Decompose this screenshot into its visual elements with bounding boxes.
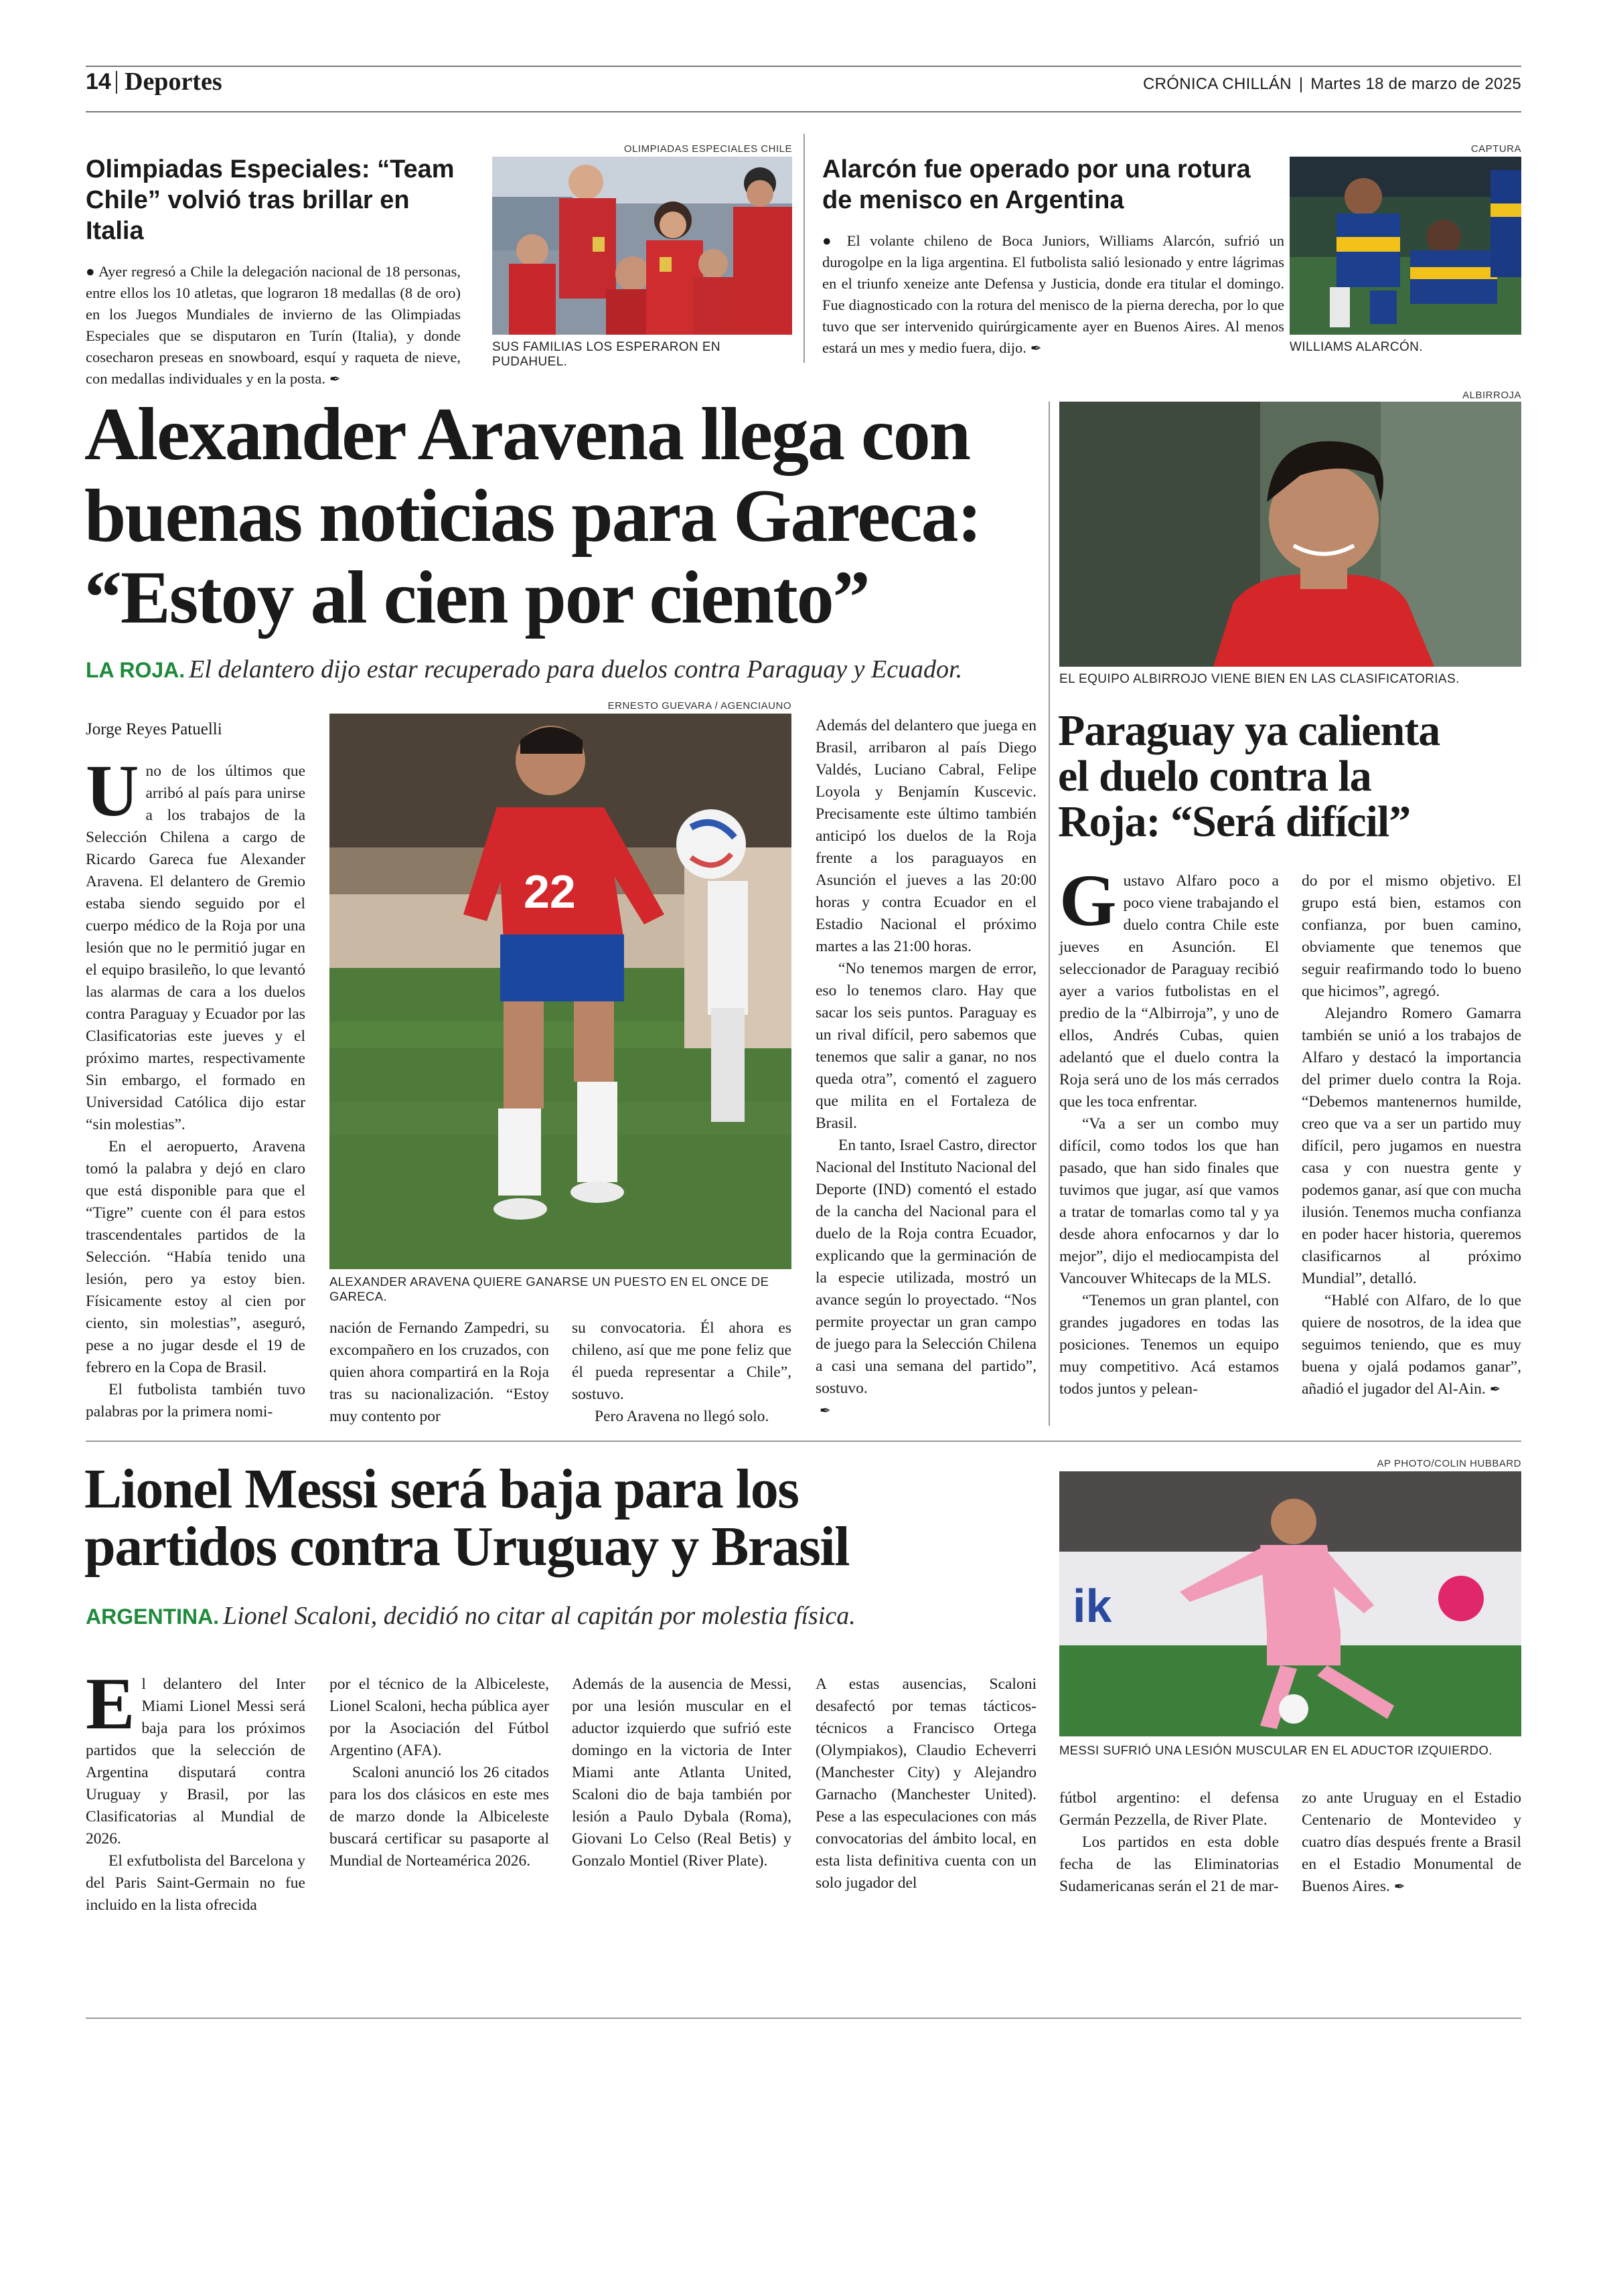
messi-kicker-tag: ARGENTINA. bbox=[86, 1605, 220, 1629]
end-of-article-icon: ✒ bbox=[1393, 1878, 1405, 1894]
brief-right bbox=[822, 154, 1284, 359]
messi-column-6 bbox=[1302, 1787, 1521, 1898]
aravena-caption: ALEXANDER ARAVENA QUIERE GANARSE UN PUESTO EN EL ONCE DE GARECA. bbox=[329, 1275, 769, 1303]
williams-alarcon-photo bbox=[1290, 157, 1521, 335]
aravena-paraguay-rule bbox=[1049, 402, 1050, 1426]
publication-name: CRÓNICA CHILLÁN bbox=[1142, 75, 1292, 93]
aravena-photo-credit: ERNESTO GUEVARA / AGENCIAUNO bbox=[607, 700, 791, 712]
paraguay-closing-text: “Hablé con Alfaro, de lo que quiere de nosotros, de la idea que seguimos teniendo, que es muy buena y ojalá podamos ganar”, añadió el jugador del Al-Ain. bbox=[1302, 1292, 1521, 1398]
messi-paragraph: fútbol argentino: el defensa Germán Pezzella, de River Plate. bbox=[1059, 1789, 1279, 1829]
aravena-headline-line-1: Alexander Aravena llega con bbox=[84, 393, 970, 476]
aravena-paragraph: En tanto, Israel Castro, director Nacional del Instituto Nacional del Deporte (IND) comentó el estado de la cancha del Nacional para el duelo de la Roja contra Ecuador, explicando que la germinación de la especie utilizada, mostró un avance según lo proyectado. “Nos permite proyectar un gran campo de juego para la Selección Chilena a casi una semana del partido”, sostuvo. bbox=[816, 1137, 1037, 1397]
aravena-paragraph: Además del delantero que juega en Brasil, arribaron al país Diego Valdés, Luciano Cabral, Felipe Loyola y Benjamín Kuscevic. Precisamente este último también anticipó los duelos de la Roja frente a los paraguayos en Asunción el jueves a las 20:00 horas y contra Ecuador en el Estadio Nacional el próximo martes a las 21:00 horas. bbox=[816, 717, 1037, 955]
brief-column-rule bbox=[804, 134, 805, 363]
messi-paragraph bbox=[1302, 1787, 1521, 1898]
messi-paragraph: l delantero del Inter Miami Lionel Messi será baja para los próximos partidos que la selección de Argentina disputará contra Uruguay y Brasil, por las Clasificatorias al Mundial de 2026. bbox=[86, 1675, 305, 1848]
paraguay-paragraph bbox=[1302, 1290, 1521, 1400]
paraguay-paragraph: Alejandro Romero Gamarra también se unió a los trabajos de Alfaro y destacó la importancia del primer duelo contra la Roja. “Debemos mantenernos humilde, creo que va a ser un partido muy difícil, pero jugamos en nuestra casa y con nuestra gente y podemos ganar, así que con mucha ilusión. Tenemos mucha confianza en poder hacer historia, queremos clasificarnos al próximo Mundial”, detalló. bbox=[1302, 1005, 1521, 1287]
messi-headline bbox=[84, 1458, 850, 1578]
paraguay-headline bbox=[1058, 708, 1440, 845]
end-of-article-icon: ✒ bbox=[1489, 1381, 1501, 1397]
end-of-article-icon: ✒ bbox=[329, 371, 341, 387]
messi-caption: MESSI SUFRIÓ UNA LESIÓN MUSCULAR EN EL ADUCTOR IZQUIERDO. bbox=[1059, 1743, 1493, 1757]
paraguay-caption: EL EQUIPO ALBIRROJO VIENE BIEN EN LAS CLASIFICATORIAS. bbox=[1059, 672, 1460, 686]
aravena-paragraph: su convocatoria. Él ahora es chileno, así que me pone feliz que él pueda representar a Chile”, sostuvo. bbox=[572, 1319, 791, 1403]
header-bottom-rule bbox=[86, 111, 1521, 112]
header-top-rule bbox=[86, 66, 1521, 67]
brief-right-photo-credit: CAPTURA bbox=[1470, 143, 1521, 155]
messi-dropcap: E bbox=[86, 1663, 135, 1744]
header-divider bbox=[116, 71, 117, 94]
aravena-paragraph: El futbolista también tuvo palabras por la primera nomi- bbox=[86, 1381, 305, 1420]
pubinfo-separator: | bbox=[1298, 75, 1304, 93]
aravena-paragraph: nación de Fernando Zampedri, su excompañero en los cruzados, con quien ahora compartirá en la Roja tras su nacionalización. “Estoy muy contento por bbox=[329, 1319, 549, 1425]
messi-kicker bbox=[86, 1601, 856, 1631]
aravena-column-1 bbox=[86, 750, 305, 1423]
brief-left-caption: SUS FAMILIAS LOS ESPERARON EN PUDAHUEL. bbox=[492, 340, 721, 369]
paraguay-paragraph: “Tenemos un gran plantel, con grandes jugadores en todas las posiciones. Tenemos un equipo muy competitivo. Acá estamos todos juntos y pelean- bbox=[1059, 1292, 1279, 1398]
aravena-dropcap: U bbox=[86, 750, 139, 831]
paraguay-paragraph: “Va a ser un combo muy difícil, como todos los que han pasado, que han sido finales que tuvimos que jugar, así que vamos a tratar de tomarlas como tal y ya desde ahora enfocarnos y dar lo mejor”, dijo el mediocampista del Vancouver Whitecaps de la MLS. bbox=[1059, 1115, 1279, 1287]
brief-right-caption: WILLIAMS ALARCÓN. bbox=[1290, 340, 1423, 354]
brief-left-photo-credit: OLIMPIADAS ESPECIALES CHILE bbox=[623, 143, 792, 155]
section-title: Deportes bbox=[125, 68, 222, 96]
messi-headline-line-1: Lionel Messi será baja para los bbox=[84, 1458, 799, 1520]
end-of-article-icon: ✒ bbox=[1030, 340, 1042, 356]
paraguay-headline-line-1: Paraguay ya calienta bbox=[1058, 706, 1440, 755]
aravena-byline: Jorge Reyes Patuelli bbox=[86, 720, 222, 738]
aravena-paragraph: “No tenemos margen de error, eso lo tenemos claro. Hay que sacar los seis puntos. Paraguay es un rival difícil, pero sabemos que tenemos que salir a ganar, no nos queda otra”, comentó el zaguero que milita en el Fortaleza de Brasil. bbox=[816, 960, 1037, 1132]
section-divider-rule bbox=[86, 1441, 1521, 1442]
publication-info bbox=[1143, 75, 1521, 94]
brief-left-title: Olimpiadas Especiales: “Team Chile” volvió tras brillar en Italia bbox=[86, 155, 455, 245]
aravena-headline-line-3: “Estoy al cien por ciento” bbox=[84, 556, 869, 639]
messi-column-2 bbox=[329, 1673, 549, 1872]
end-of-article-icon: ✒ bbox=[820, 1402, 831, 1418]
paraguay-column-1 bbox=[1059, 859, 1279, 1400]
aravena-photo bbox=[329, 714, 791, 1269]
paraguay-column-2 bbox=[1302, 870, 1521, 1400]
svg-text:ik: ik bbox=[1073, 1580, 1112, 1632]
messi-column-4 bbox=[816, 1673, 1037, 1894]
messi-paragraph: Además de la ausencia de Messi, por una lesión muscular en el aductor izquierdo que sufrió este domingo en la victoria de Inter Miami ante Atlanta United, Scaloni dio de baja también por lesión a Paulo Dybala (Roma), Giovani Lo Celso (Real Betis) y Gonzalo Montiel (River Plate). bbox=[572, 1675, 791, 1870]
messi-paragraph: A estas ausencias, Scaloni desafectó por temas tácticos-técnicos a Francisco Ortega (Olympiakos), Claudio Echeverri (Manchester City) y Alejandro Garnacho (Manchester United). Pese a las especulaciones con más convocatorias del ámbito local, en esta lista definitiva cuenta con un solo jugador del bbox=[816, 1675, 1037, 1892]
messi-photo-credit: AP PHOTO/COLIN HUBBARD bbox=[1377, 1458, 1521, 1469]
messi-closing-text: zo ante Uruguay en el Estadio Centenario de Montevideo y cuatro días después frente a Brasil en el Estadio Monumental de Buenos Aires. bbox=[1302, 1789, 1521, 1895]
paraguay-photo bbox=[1059, 402, 1521, 667]
paraguay-headline-line-3: Roja: “Será difícil” bbox=[1058, 797, 1411, 846]
paraguay-paragraph: ustavo Alfaro poco a poco viene trabajando el duelo contra Chile este jueves en Asunción. El seleccionador de Paraguay recibió ayer a varios futbolistas en el predio de la “Albirroja”, y uno de ellos, Andrés Cubas, quien adelantó que el duelo contra la Roja será uno de los más cerrados que les toca enfrentar. bbox=[1059, 872, 1279, 1111]
messi-column-3 bbox=[572, 1673, 791, 1872]
messi-paragraph: Scaloni anunció los 26 citados para los dos clásicos en este mes de marzo donde la Albiceleste buscará certificar su pasaporte al Mundial de Norteamérica 2026. bbox=[329, 1764, 549, 1870]
paraguay-paragraph: do por el mismo objetivo. El grupo está bien, estamos con confianza, por buen camino, obviamente que tenemos que seguir reafirmando todo lo bueno que hicimos”, agregó. bbox=[1302, 872, 1521, 1000]
brief-right-body bbox=[822, 230, 1284, 359]
messi-kicker-dek: Lionel Scaloni, decidió no citar al capitán por molestia física. bbox=[223, 1602, 856, 1630]
messi-photo bbox=[1059, 1471, 1521, 1736]
brief-right-title: Alarcón fue operado por una rotura de menisco en Argentina bbox=[822, 155, 1251, 214]
aravena-kicker-tag: LA ROJA. bbox=[86, 658, 185, 682]
messi-headline-line-2: partidos contra Uruguay y Brasil bbox=[84, 1515, 850, 1578]
paraguay-headline-line-2: el duelo contra la bbox=[1058, 752, 1371, 801]
aravena-column-3 bbox=[572, 1317, 791, 1428]
aravena-paragraph: En el aeropuerto, Aravena tomó la palabra y dejó en claro que está disponible para que el “Tigre” cuente con él para estos trascendentales partidos de la Selección. “Había tenido una lesión, pero ya estoy bien. Físicamente estoy al cien por ciento, sin molestias”, aseguró, pese a no jugar desde el 19 de febrero en la Copa de Brasil. bbox=[86, 1138, 305, 1376]
aravena-kicker-dek: El delantero dijo estar recuperado para duelos contra Paraguay y Ecuador. bbox=[189, 655, 963, 683]
brief-left-body bbox=[86, 261, 461, 390]
special-olympics-photo bbox=[492, 157, 792, 335]
aravena-headline bbox=[84, 394, 981, 639]
brief-right-text: ● El volante chileno de Boca Juniors, Williams Alarcón, sufrió un durogolpe en la liga argentina. El futbolista salió lesionado y entre lágrimas en el triunfo xeneize ante Defensa y Justicia, donde era titular el domingo. Fue diagnosticado con la rotura del menisco de la pierna derecha, por lo que tuvo que ser intervenido quirúrgicamente ayer en Buenos Aires. Al menos estará un mes y medio fuera, dijo. bbox=[822, 232, 1284, 356]
svg-text:22: 22 bbox=[524, 866, 576, 918]
paraguay-photo-credit: ALBIRROJA bbox=[1462, 390, 1521, 401]
messi-paragraph: Los partidos en esta doble fecha de las Eliminatorias Sudamericanas serán el 21 de mar- bbox=[1059, 1833, 1279, 1895]
messi-paragraph: El exfutbolista del Barcelona y del Paris Saint-Germain no fue incluido en la lista ofrecida bbox=[86, 1852, 305, 1914]
page-number: 14 bbox=[86, 69, 111, 94]
aravena-kicker bbox=[86, 655, 962, 684]
brief-left bbox=[86, 154, 461, 390]
publication-date: Martes 18 de marzo de 2025 bbox=[1310, 75, 1521, 93]
paraguay-dropcap: G bbox=[1059, 859, 1117, 941]
footer-rule bbox=[86, 2018, 1521, 2019]
messi-paragraph: por el técnico de la Albiceleste, Lionel Scaloni, hecha pública ayer por la Asociación del Fútbol Argentino (AFA). bbox=[329, 1675, 549, 1759]
brief-left-text: ● Ayer regresó a Chile la delegación nacional de 18 personas, entre ellos los 10 atletas, que lograron 18 medallas (8 de oro) en los Juegos Mundiales de invierno de las Olimpiadas Especiales que se disputaron en Turín (Italia), y donde cosecharon preseas en snowboard, esquí y raqueta de nieve, con medallas individuales y en la posta. bbox=[86, 263, 461, 387]
aravena-headline-line-2: buenas noticias para Gareca: bbox=[84, 475, 981, 558]
messi-column-5 bbox=[1059, 1787, 1279, 1898]
aravena-paragraph: no de los últimos que arribó al país para unirse a los trabajos de la Selección Chilena a cargo de Ricardo Gareca fue Alexander Aravena. El delantero de Gremio estaba siendo seguido por el cuerpo médico de la Roja por una lesión que no le permitió jugar en el equipo brasileño, lo que levantó las alarmas de cara a los duelos contra Paraguay y Ecuador por las Clasificatorias este jueves y el próximo martes, respectivamente Sin embargo, el formado en Universidad Católica dijo estar “sin molestias”. bbox=[86, 762, 305, 1133]
aravena-paragraph: Pero Aravena no llegó solo. bbox=[595, 1408, 769, 1425]
aravena-column-2 bbox=[329, 1317, 549, 1428]
messi-column-1 bbox=[86, 1663, 305, 1916]
aravena-column-4 bbox=[816, 715, 1037, 1422]
